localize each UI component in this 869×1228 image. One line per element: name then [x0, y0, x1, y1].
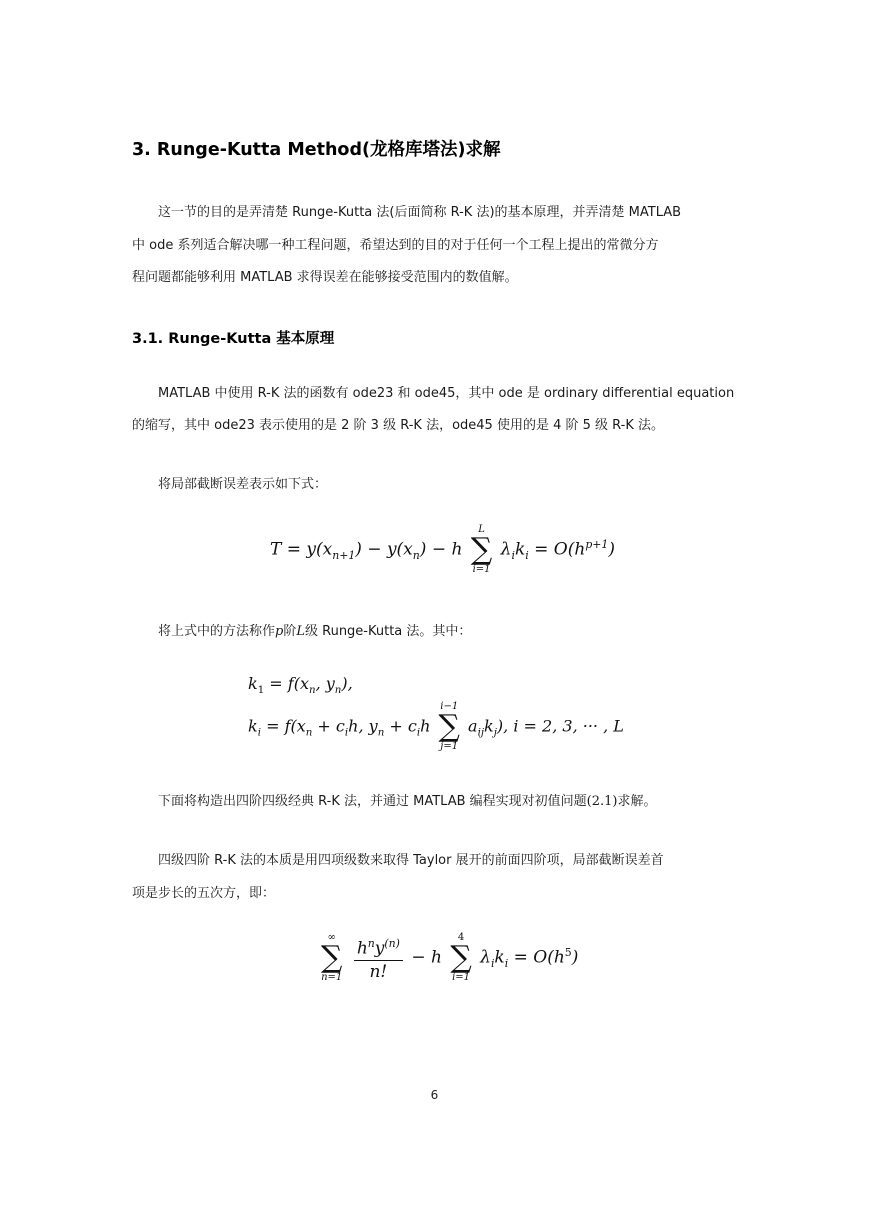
para5-line-1: 四级四阶 R-K 法的本质是用四项级数来取得 Taylor 展开的前面四阶项，局部截断误差首 — [158, 853, 664, 868]
para2: 将局部截断误差表示如下式： — [158, 477, 328, 492]
para1-line-1: MATLAB 中使用 R-K 法的函数有 ode23 和 ode45，其中 ode 是 ordinary differential equation — [158, 386, 735, 401]
equation-truncation-error: $T = y(x_{n+1}) - y(x_n) - h$ L ∑ i=1 $\lambda_ik_i = O(h^{p+1})$ — [270, 524, 615, 575]
intro-line-3: 程问题都能够利用 MATLAB 求得误差在能够接受范围内的数值解。 — [132, 270, 518, 285]
intro-line-1: 这一节的目的是弄清楚 Runge-Kutta 法(后面简称 R-K 法)的基本原理，并弄清楚 MATLAB — [158, 205, 682, 220]
equation-k1: $k_1 = f(x_n$, $y_n$), — [248, 674, 353, 697]
para4: 下面将构造出四阶四级经典 R-K 法，并通过 MATLAB 编程实现对初值问题(2.1)求解。 — [158, 794, 657, 809]
section-heading: 3. Runge-Kutta Method(龙格库塔法)求解 — [132, 140, 501, 160]
para1-line-2: 的缩写，其中 ode23 表示使用的是 2 阶 3 级 R-K 法，ode45 使用的是 4 阶 5 级 R-K 法。 — [132, 418, 665, 433]
para5-line-2: 项是步长的五次方，即： — [132, 886, 276, 901]
equation-ki: $k_i = f(x_n + c_ih$, $y_n + c_ih$ i−1 ∑ j=1 $a_{ij}k_j$), i = 2, 3, ··· , L — [248, 701, 624, 752]
intro-line-2: 中 ode 系列适合解决哪一种工程问题，希望达到的目的对于任何一个工程上提出的常微分方 — [132, 238, 659, 253]
para3: 将上式中的方法称作p阶L级 Runge-Kutta 法。其中： — [158, 624, 472, 639]
subsection-heading: 3.1. Runge-Kutta 基本原理 — [132, 331, 335, 347]
page-number: 6 — [430, 1088, 439, 1102]
equation-taylor-series: ∞ ∑ n=1 $\frac{h^ny^{(n)}}{n!}$ − h 4 ∑ i=1 $\lambda_ik_i = O(h^5)$ — [321, 932, 579, 983]
